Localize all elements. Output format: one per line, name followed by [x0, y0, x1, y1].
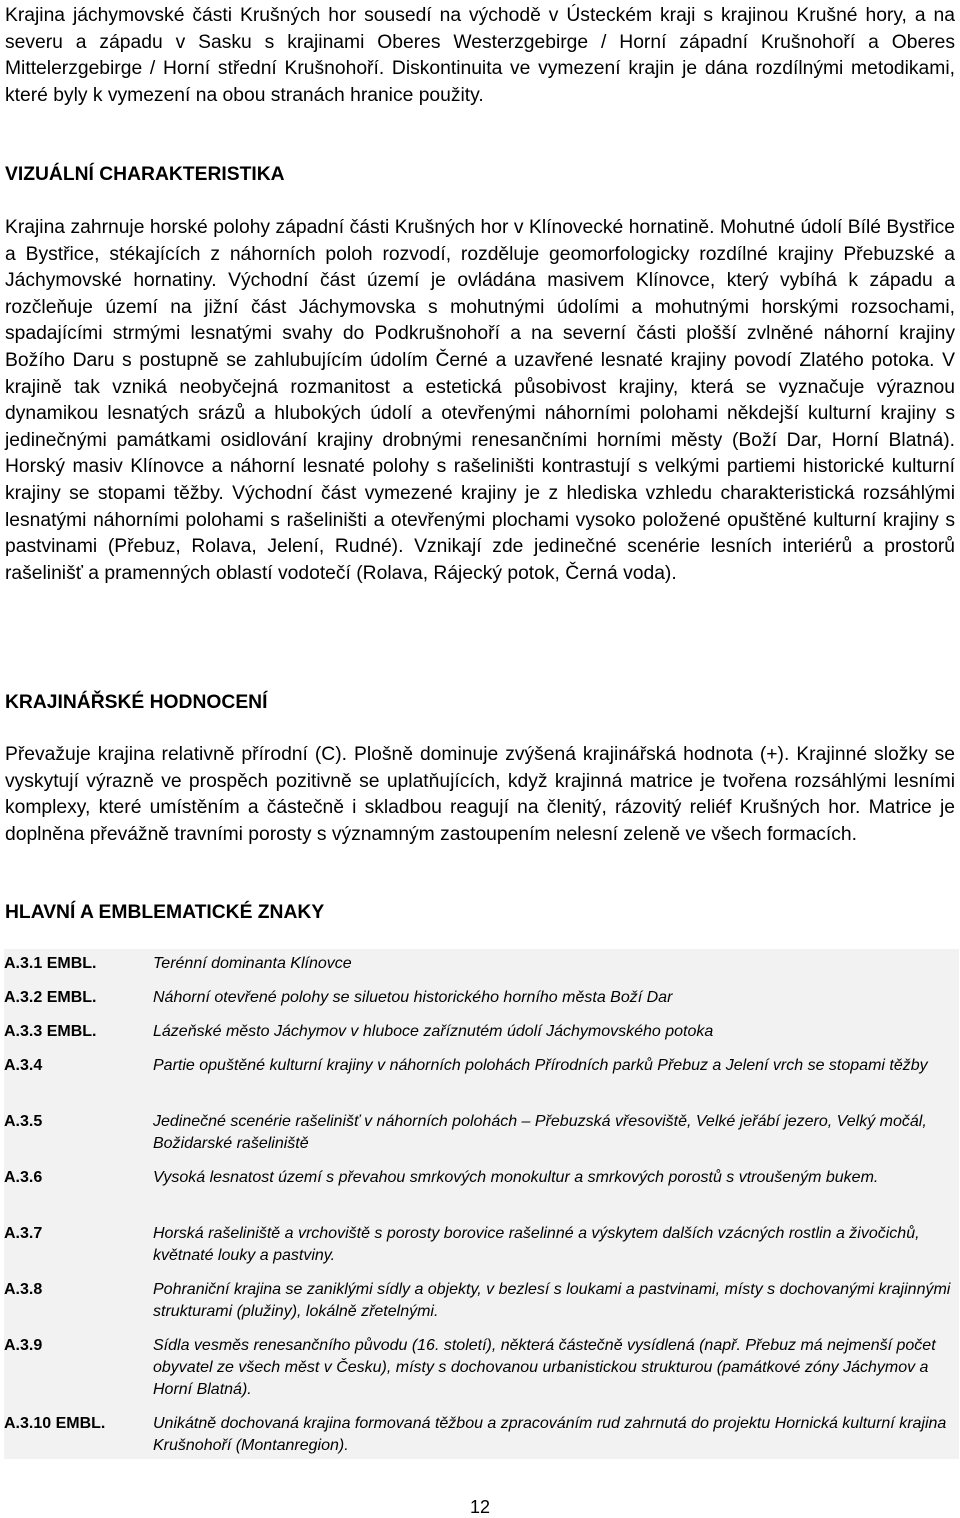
heading-signs: HLAVNÍ A EMBLEMATICKÉ ZNAKY	[5, 902, 325, 923]
sign-code: A.3.5	[4, 1113, 43, 1130]
sign-code: A.3.10 EMBL.	[4, 1415, 106, 1432]
signs-table	[4, 949, 959, 1459]
sign-description: Horská rašeliniště a vrchoviště s porosty borovice rašelinné a výskytem dalších vzácných rostlin a živočichů, květnaté louky a pastviny.	[153, 1225, 920, 1264]
sign-description: Jedinečné scenérie rašelinišť v náhorních polohách – Přebuzská vřesoviště, Velké jeřábí jezero, Velký močál, Božidarské rašeliniště	[153, 1113, 927, 1152]
sign-code: A.3.2 EMBL.	[4, 989, 97, 1006]
sign-code: A.3.9	[4, 1337, 43, 1354]
sign-description: Lázeňské město Jáchymov v hlubоce zaříznutém údolí Jáchymovského potoka	[153, 1023, 714, 1040]
sign-code: A.3.4	[4, 1057, 43, 1074]
page-number: 12	[469, 1497, 491, 1517]
sign-description: Náhorní otevřené polohy se siluetou historického horního města Boží Dar	[153, 989, 673, 1006]
sign-code: A.3.6	[4, 1169, 43, 1186]
sign-description: Vysoká lesnatost území s převahou smrkových monokultur a smrkových porostů s vtroušeným bukem.	[153, 1169, 879, 1186]
sign-code: A.3.1 EMBL.	[4, 955, 97, 972]
sign-description: Pohraniční krajina se zaniklými sídly a objekty, v bezlesí s loukami a pastvinami, místy s dochovanými krajinnými strukturami (plužiny), lokálně zřetelnými.	[153, 1281, 951, 1320]
sign-description: Unikátně dochovaná krajina formovaná těžbou a zpracováním rud zahrnutá do projektu Hornická kulturní krajina Krušnohoří (Montanregion).	[153, 1415, 947, 1454]
intro-paragraph: Krajina jáchymovské části Krušných hor sousedí na východě v Ústeckém kraji s krajinou Krušné hory, a na severu a západu v Sasku s krajinami Oberes Westerzgebirge / Horní západní Krušnohoří a Oberes Mittelerzgebirge / Horní střední Krušnohoří. Diskontinuita ve vymezení krajin je dána rozdílnými metodikami, které byly k vymezení na obou stranách hranice použity.	[5, 5, 955, 106]
heading-assessment: KRAJINÁŘSKÉ HODNOCENÍ	[5, 692, 268, 713]
sign-description: Terénní dominanta Klínovce	[153, 955, 352, 972]
sign-description: Partie opuštěné kulturní krajiny v náhorních polohách Přírodních parků Přebuz a Jelení vrch se stopami těžby	[153, 1057, 928, 1074]
heading-visual: VIZUÁLNÍ CHARAKTERISTIKA	[5, 164, 285, 185]
sign-code: A.3.3 EMBL.	[4, 1023, 97, 1040]
sign-code: A.3.8	[4, 1281, 43, 1298]
sign-code: A.3.7	[4, 1225, 43, 1242]
visual-paragraph: Krajina zahrnuje horské polohy západní části Krušných hor v Klínovecké hornatině. Mohutné údolí Bílé Bystřice a Bystřice, stékajících z náhorních poloh rozvodí, rozděluje geomorfologicky rozdílné krajiny Přebuzské a Jáchymovské hornatiny. Východní část území je ovládána masivem Klínovce, který vybíhá k západu a rozčleňuje území na jižní část Jáchymovska s mohutnými údolími a mohutnými horskými rozsochami, spadajícími strmými lesnatými svahy do Podkrušnohoří a na severní části plošší zvlněné náhorní krajiny Božího Daru s postupně se zahlubujícím údolím Černé a uzavřené lesnaté krajiny povodí Zlatého potoka. V krajině tak vzniká neobyčejná rozmanitost a estetická působivost krajiny, která se vyznačuje výraznou dynamikou lesnatých srázů a hlubokých údolí a otevřenými náhorními polohami někdejší kulturní krajiny s jedinečnými památkami osidlování krajiny drobnými renesančními horními městy (Boží Dar, Horní Blatná). Horský masiv Klínovce a náhorní lesnaté polohy s rašeliništi kontrastují s velkými partiemi historické kulturní krajiny se stopami těžby. Východní část vymezené krajiny je z hlediska vzhledu charakteristická rozsáhlými lesnatými náhorními polohami s rašeliništi a otevřenými plochami vysoko položené opuštěné kulturní krajiny s pastvinami (Přebuz, Rolava, Jelení, Rudné). Vznikají zde jedinečné scenérie lesních interiérů a prostorů rašelinišť a pramenných oblastí vodotečí (Rolava, Rájecký potok, Černá voda).	[5, 217, 955, 584]
assessment-paragraph: Převažuje krajina relativně přírodní (C). Plošně dominuje zvýšená krajinářská hodnota (+). Krajinné složky se vyskytují výrazně ve prospěch pozitivně se uplatňujících, když krajinná matrice je tvořena rozsáhlými lesními komplexy, které umístěním a částečně i skladbou reagují na členitý, rázovitý reliéf Krušných hor. Matrice je doplněna převážně travními porosty s významným zastoupením nelesní zeleně ve všech formacích.	[5, 744, 955, 845]
sign-description: Sídla vesměs renesančního původu (16. století), některá částečně vysídlená (např. Přebuz má nejmenší počet obyvatel ze všech měst v Česku), místy s dochovanou urbanistickou strukturou (památkové zóny Jáchymov a Horní Blatná).	[153, 1337, 936, 1398]
